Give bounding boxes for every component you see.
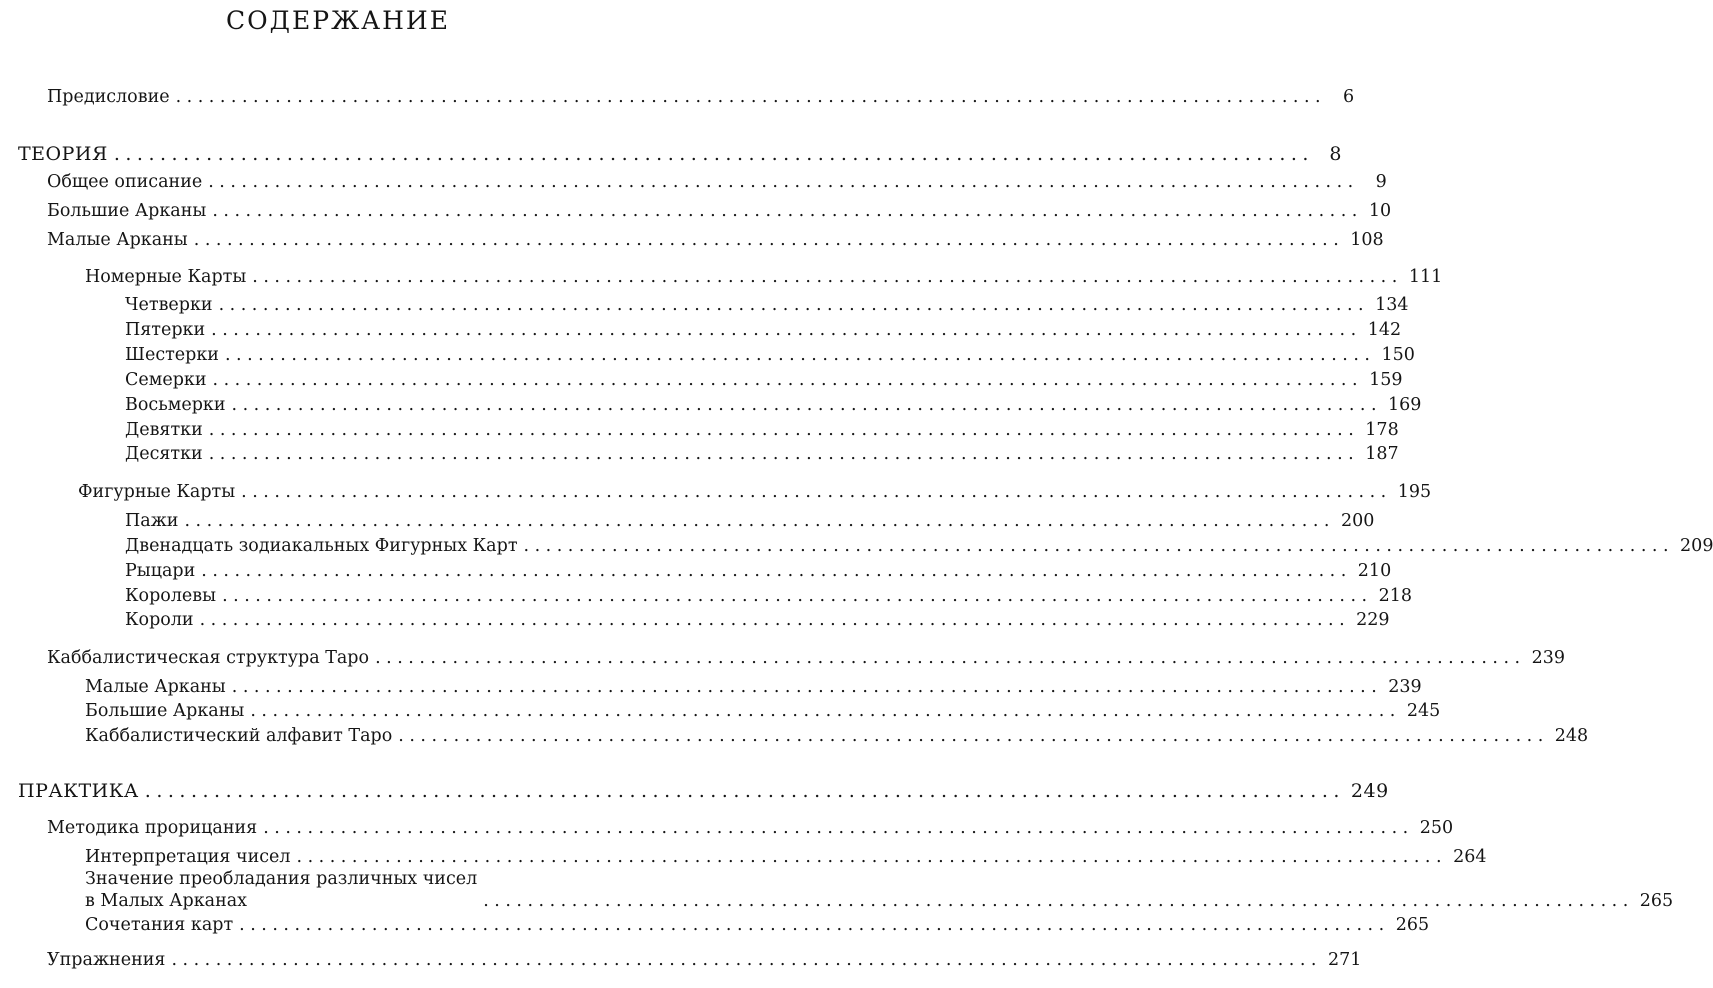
toc-entry-label: Упражнения — [47, 950, 166, 970]
toc-entry-label: Номерные Карты — [85, 267, 247, 287]
toc-entry-page: 245 — [1406, 701, 1441, 721]
toc-entry-label: Девятки — [125, 420, 203, 440]
toc-leader-dots: ........................................................................................................ — [144, 780, 1345, 802]
toc-leader-dots: ........................................................................................................ — [250, 701, 1401, 721]
toc-section-heading[interactable] — [18, 141, 1342, 165]
toc-entry-label: Предисловие — [47, 87, 170, 107]
toc-entry[interactable] — [78, 479, 1432, 503]
toc-leader-dots: ........................................................................................................ — [218, 295, 1370, 315]
toc-entry-page: 6 — [1342, 87, 1355, 107]
toc-leader-dots: ........................................................................................................ — [208, 444, 1360, 464]
toc-leader-dots: ........................................................................................................ — [208, 172, 1359, 192]
toc-entry-label: Общее описание — [47, 172, 203, 192]
toc-leader-dots: ........................................................................................................ — [224, 345, 1376, 365]
toc-leader-dots: ........................................................................................................ — [239, 915, 1390, 935]
toc-entry[interactable] — [47, 645, 1565, 669]
toc-entry-label: Рыцари — [125, 561, 196, 581]
toc-leader-dots: ........................................................................................................ — [201, 561, 1352, 581]
toc-entry-label: Семерки — [125, 370, 207, 390]
toc-entry-page: 210 — [1357, 561, 1392, 581]
toc-entry-page: 239 — [1388, 677, 1422, 697]
toc-leader-dots: ........................................................................................................ — [398, 726, 1549, 746]
toc-leader-dots: ........................................................................................................ — [199, 610, 1351, 630]
toc-entry[interactable] — [85, 674, 1422, 698]
toc-entry-page: 265 — [1639, 891, 1674, 911]
toc-entry-page: 187 — [1365, 444, 1399, 464]
toc-entry[interactable] — [47, 227, 1384, 251]
toc-leader-dots: ........................................................................................................ — [523, 536, 1675, 556]
toc-leader-dots: ........................................................................................................ — [184, 511, 1335, 531]
toc-entry[interactable] — [47, 169, 1387, 193]
toc-entry-page: 200 — [1341, 511, 1375, 531]
toc-entry-label: Каббалистическая структура Таро — [47, 648, 370, 668]
toc-entry-page: 10 — [1368, 201, 1392, 221]
toc-entry-label: Шестерки — [125, 345, 219, 365]
toc-leader-dots: ........................................................................................................ — [296, 847, 1448, 867]
toc-entry[interactable] — [125, 508, 1375, 532]
toc-entry-label: Фигурные Карты — [78, 482, 236, 502]
toc-entry-page: 218 — [1378, 586, 1413, 606]
toc-entry-label: Королевы — [125, 586, 217, 606]
toc-entry[interactable] — [85, 264, 1443, 288]
toc-leader-dots: ........................................................................................................ — [231, 395, 1383, 415]
toc-entry-page: 248 — [1554, 726, 1589, 746]
toc-entry-page: 265 — [1395, 915, 1430, 935]
toc-entry[interactable] — [125, 441, 1399, 465]
toc-entry-page: 229 — [1356, 610, 1390, 630]
toc-entry-label: Каббалистический алфавит Таро — [85, 726, 393, 746]
toc-entry[interactable] — [125, 392, 1422, 416]
toc-entry-label: Пажи — [125, 511, 179, 531]
toc-leader-dots: ........................................................................................................ — [113, 143, 1314, 165]
toc-entry-page: 209 — [1680, 536, 1713, 556]
toc-entry-page: 159 — [1369, 370, 1403, 390]
toc-entry[interactable] — [125, 417, 1399, 441]
toc-entry-page: 8 — [1329, 143, 1342, 165]
toc-leader-dots: ........................................................................................................ — [208, 420, 1360, 440]
toc-entry[interactable] — [125, 583, 1413, 607]
toc-entry[interactable] — [85, 723, 1589, 747]
toc-entry-label: ТЕОРИЯ — [18, 143, 108, 165]
toc-entry-label: ПРАКТИКА — [18, 780, 139, 802]
toc-entry-label: Интерпретация чисел — [85, 847, 291, 867]
toc-leader-dots: ........................................................................................................ — [263, 818, 1414, 838]
toc-entry-page: 111 — [1408, 267, 1443, 287]
toc-entry[interactable] — [125, 317, 1402, 341]
toc-leader-dots: ........................................................................................................ — [231, 677, 1383, 697]
toc-entry-page: 150 — [1381, 345, 1415, 365]
toc-leader-dots: ........................................................................................................ — [212, 201, 1363, 221]
toc-entry[interactable] — [47, 198, 1392, 222]
toc-entry-label: Большие Арканы — [85, 701, 245, 721]
toc-leader-dots: ........................................................................................................ — [175, 87, 1327, 107]
toc-leader-dots: ........................................................................................................ — [375, 648, 1526, 668]
toc-entry[interactable] — [47, 947, 1362, 971]
toc-entry[interactable] — [125, 367, 1403, 391]
toc-entry[interactable] — [85, 866, 1674, 912]
toc-entry-page: 142 — [1367, 320, 1402, 340]
toc-entry-label: Методика прорицания — [47, 818, 258, 838]
toc-entry[interactable] — [125, 533, 1713, 557]
toc-entry[interactable] — [47, 84, 1355, 108]
toc-entry-label: Малые Арканы — [85, 677, 226, 697]
toc-entry-label: Двенадцать зодиакальных Фигурных Карт — [125, 536, 518, 556]
toc-entry[interactable] — [85, 912, 1430, 936]
page-title: СОДЕРЖАНИЕ — [226, 6, 450, 35]
toc-entry[interactable] — [85, 698, 1441, 722]
toc-entry-label: Пятерки — [125, 320, 206, 340]
toc-entry-label-line-2: в Малых Арканах — [85, 891, 248, 911]
toc-entry-label: Короли — [125, 610, 194, 630]
toc-entry-page: 239 — [1531, 648, 1565, 668]
toc-entry-page: 195 — [1397, 482, 1432, 502]
toc-entry-label: Малые Арканы — [47, 230, 188, 250]
toc-leader-dots: ........................................................................................................ — [483, 891, 1634, 911]
toc-leader-dots: ........................................................................................................ — [241, 482, 1392, 502]
toc-leader-dots: ........................................................................................................ — [171, 950, 1322, 970]
toc-entry[interactable] — [125, 607, 1390, 631]
toc-entry-page: 250 — [1419, 818, 1454, 838]
toc-entry-page: 9 — [1375, 172, 1387, 192]
toc-entry[interactable] — [125, 558, 1392, 582]
toc-entry-page: 178 — [1365, 420, 1399, 440]
toc-entry-label: Четверки — [125, 295, 213, 315]
toc-leader-dots: ........................................................................................................ — [211, 320, 1362, 340]
toc-entry-label: Сочетания карт — [85, 915, 234, 935]
toc-leader-dots: ........................................................................................................ — [222, 586, 1373, 606]
toc-entry[interactable] — [125, 342, 1415, 366]
toc-entry-page: 271 — [1327, 950, 1362, 970]
toc-section-heading[interactable] — [18, 778, 1389, 802]
toc-entry-page: 249 — [1350, 780, 1389, 802]
toc-entry-page: 264 — [1453, 847, 1487, 867]
toc-entry[interactable] — [47, 815, 1454, 839]
toc-leader-dots: ........................................................................................................ — [212, 370, 1364, 390]
toc-entry[interactable] — [125, 292, 1409, 316]
toc-entry-label: Восьмерки — [125, 395, 226, 415]
toc-entry-page: 134 — [1375, 295, 1409, 315]
toc-entry-label-multiline — [85, 868, 477, 912]
toc-entry-page: 169 — [1388, 395, 1422, 415]
toc-entry-label: Десятки — [125, 444, 203, 464]
toc-leader-dots: ........................................................................................................ — [252, 267, 1403, 287]
toc-entry-label: Большие Арканы — [47, 201, 207, 221]
toc-leader-dots: ........................................................................................................ — [193, 230, 1345, 250]
toc-entry[interactable] — [85, 844, 1487, 868]
toc-entry-page: 108 — [1350, 230, 1384, 250]
toc-entry-label-line-1: Значение преобладания различных чисел — [85, 869, 478, 889]
